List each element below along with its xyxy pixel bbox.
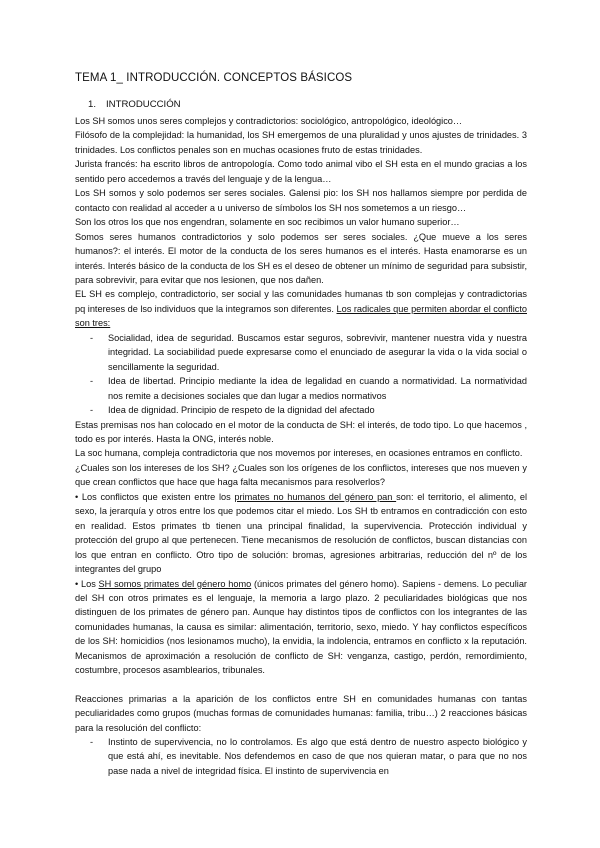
section-heading [88,99,181,110]
dash-bullet: - [90,737,94,748]
paragraph: Filósofo de la complejidad: la humanidad, los SH emergemos de una pluralidad y unos ajustes de trinidades. 3 trinidades. Los conflictos penales son en muchas ocasiones fruto de estas trinidades. [75,130,527,155]
paragraph-text: (únicos primates del género homo). Sapiens - demens. Lo peculiar del SH con otros primates es el lenguaje, la memoria a largo plazo. 2 peculiaridades biológicas que nos distinguen de los primates de género pan. Aunque hay distintos tipos de conflictos con los integrantes de las comunidades humanas, la causa es similar: alimentación, territorio, sexo, miedo. Y hay conflictos específicos de los SH: homicidios (nos lesionamos mucho), la envidia, la indolencia, entramos en conflicto x la reputación. Mecanismos de aproximación a resolución de conflicto de SH: venganza, castigo, perdón, remordimiento, costumbre, procesos asamblearios, tribunales. [75,578,527,676]
paragraph-text: • Los [75,578,99,589]
bullet-list-radicals [75,331,527,418]
list-item-text: Idea de libertad. Principio mediante la idea de legalidad en cuando a normatividad. La normatividad nos remite a decisiones sociales que dan lugar a medios normativos [108,376,527,401]
list-item [75,403,527,417]
list-item-text: Instinto de supervivencia, no lo controlamos. Es algo que está dentro de nuestro aspecto biológico y que está ahí, es inevitable. Nos defendemos en caso de que nos quieran matar, o para que no nos pase nada a nivel de integridad física. El instinto de supervivencia en [108,737,527,776]
list-item-text: Socialidad, idea de seguridad. Buscamos estar seguros, sobrevivir, mantener nuestra vida y nuestra integridad. La sociabilidad puede expresarse como el enunciado de asegurar la vida o la vida social o sencillamente la seguridad. [108,332,527,372]
list-item [75,735,527,778]
dash-bullet: - [90,332,94,343]
paragraph: Los SH somos unos seres complejos y contradictorios: sociológico, antropológico, ideológico… [75,116,463,126]
section-title: INTRODUCCIÓN [106,99,181,110]
paragraph [75,490,527,577]
bullet-list-reactions [75,735,527,778]
document-body [75,114,527,778]
paragraph: ¿Cuales son los intereses de los SH? ¿Cuales son los orígenes de los conflictos, intereses que nos mueven y que crean conflictos que hace que haga falta mecanismos para resolverlos? [75,462,527,488]
dash-bullet: - [90,405,94,416]
underlined-text: Los radicales que permiten abordar el conflicto son tres: [75,303,527,329]
page-title: TEMA 1_ INTRODUCCIÓN. CONCEPTOS BÁSICOS [75,72,353,84]
paragraph [75,287,527,330]
underlined-text: primates no humanos del género pan [234,491,397,502]
paragraph: Reacciones primarias a la aparición de los conflictos entre SH en comunidades humanas con tantas peculiaridades como grupos (muchas formas de comunidades humanas: familia, tribu…) 2 reacciones básicas para la resolución del conflicto: [75,693,527,733]
list-item [75,331,527,374]
paragraph [75,577,527,678]
paragraph-text: son: el territorio, el alimento, el sexo, la jerarquía y otros entre los que podemos citar el miedo. Los SH tb entramos en contradicción con esto en realidad. Estos primates tb tienen una principal finalidad, la supervivencia. Protección individual y protección del grupo al que pertenecen. Tiene mecanismos de resolución de conflictos, buscan distancias con los que entran en conflicto. Otro tipo de solución: bromas, agresiones arbitrarias, reducción del nº de los integrantes del grupo [75,491,528,575]
paragraph: Somos seres humanos contradictorios y solo podemos ser seres sociales. ¿Que mueve a los seres humanos?: el interés. El motor de la conducta de los seres humanos es el interés. Hasta enamorarse es un interés. Interés básico de la conducta de los SH es el deseo de obtener un mínimo de seguridad para subsistir, para sobrevivir, para evitar que nos lesionen, que nos dañen. [75,231,527,285]
list-item-text: Idea de dignidad. Principio de respeto de la dignidad del afectado [108,405,375,416]
underlined-text: SH somos primates del género homo [98,578,252,589]
paragraph: Jurista francés: ha escrito libros de antropología. Como todo animal vibo el SH esta en el mundo gracias a los sentido pero accedemos a través del lenguaje y de la lengua… [75,159,527,184]
section-number: 1. [88,99,97,110]
paragraph-text: • Los conflictos que existen entre los [75,491,235,502]
paragraph: Los SH somos y solo podemos ser seres sociales. Galensi pio: los SH nos hallamos siempre por perdida de contacto con realidad al acceder a u universo de símbolos los SH nos sometemos a un riesgo… [75,188,527,213]
paragraph-text: EL SH es complejo, contradictorio, ser social y las comunidades humanas tb son complejas y contradictorias pq intereses de lso individuos que la integramos son diferentes. [75,289,527,314]
dash-bullet: - [90,376,94,387]
paragraph: La soc humana, compleja contradictoria que nos movemos por intereses, en ocasiones entramos en conflicto. [75,448,523,459]
paragraph: Son los otros los que nos engendran, solamente en soc recibimos un valor humano superior… [75,217,460,228]
paragraph: Estas premisas nos han colocado en el motor de la conducta de SH: el interés, de todo tipo. Lo que hacemos , todo es por interés. Hasta la ONG, interés noble. [75,419,527,444]
list-item [75,374,527,403]
